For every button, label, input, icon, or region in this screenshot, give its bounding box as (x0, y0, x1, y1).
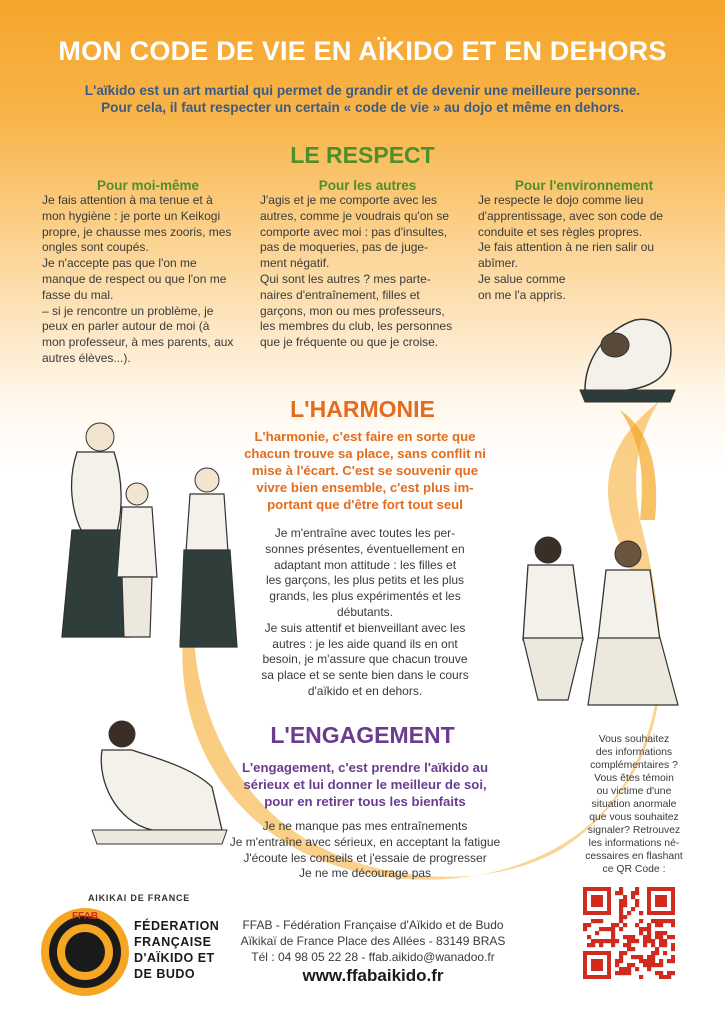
aikikai-label: AIKIKAI DE FRANCE (88, 893, 191, 903)
qr-module (659, 975, 663, 979)
qr-module (647, 939, 651, 943)
text-line: mon hygiène : je porte un Keikogi (42, 208, 221, 223)
column-body-others (260, 193, 475, 351)
qr-module (627, 971, 631, 975)
qr-module (619, 903, 623, 907)
qr-module (659, 931, 663, 935)
column-body-self (42, 193, 254, 367)
qr-module (619, 971, 623, 975)
logo-text: FFAB (71, 911, 99, 922)
qr-module (643, 935, 647, 939)
qr-module (623, 923, 627, 927)
qr-module (635, 903, 639, 907)
text-line: chacun trouve sa place, sans conflit ni (244, 446, 486, 461)
qr-module (623, 943, 627, 947)
qr-module (615, 939, 619, 943)
text-line: J'écoute les conseils et j'essaie de progresser (243, 850, 487, 865)
text-line: adaptant mon attitude : les filles et (273, 557, 457, 572)
text-line: J'agis et je me comporte avec les (260, 193, 438, 207)
page-title: MON CODE DE VIE EN AÏKIDO ET EN DEHORS (58, 36, 667, 66)
qr-module (587, 943, 591, 947)
qr-module (619, 899, 623, 903)
text-line: autres : je les aide quand ils en ont (272, 636, 458, 651)
respect-column-others (260, 178, 475, 351)
text-line: sonnes présentes, éventuellement en (265, 541, 465, 556)
qr-module (631, 955, 635, 959)
qr-module (619, 891, 623, 895)
qr-module (623, 895, 627, 899)
text-line: Je n'accepte pas que l'on me (42, 256, 197, 271)
qr-module (591, 959, 603, 971)
qr-module (647, 927, 651, 931)
qr-module (667, 971, 671, 975)
qr-module (591, 919, 595, 923)
qr-module (647, 955, 651, 959)
qr-module (635, 899, 639, 903)
qr-module (627, 947, 631, 951)
text-line: Je salue comme (478, 271, 566, 286)
text-line: complémentaires ? (590, 760, 678, 771)
qr-module (639, 975, 643, 979)
qr-module (663, 919, 667, 923)
address-line: Aïkikaï de France Place des Allées - 83149 BRAS (240, 934, 506, 948)
text-line: signaler? Retrouvez (587, 825, 681, 836)
qr-module (603, 927, 607, 931)
qr-module (635, 887, 639, 891)
text-line: – si je rencontre un problème, je (42, 303, 214, 318)
text-line: L'harmonie, c'est faire en sorte que (254, 429, 476, 444)
qr-module (639, 919, 643, 923)
qr-module (623, 951, 627, 955)
qr-module (619, 959, 623, 963)
harmonie-title: L'HARMONIE (290, 396, 435, 422)
qr-module (611, 927, 615, 931)
text-line: Vous souhaitez (598, 734, 670, 745)
respect-column-environment (478, 178, 690, 304)
qr-module (619, 951, 623, 955)
qr-module (659, 935, 663, 939)
qr-module (647, 931, 651, 935)
qr-code[interactable] (583, 887, 675, 979)
text-line: peux en parler autour de moi (à (42, 319, 210, 334)
qr-module (647, 967, 651, 971)
text-line: autres, comme je voudrais qu'on se (260, 208, 450, 223)
qr-module (655, 951, 659, 955)
qr-module (671, 935, 675, 939)
text-line: les garçons, les plus petits et les plus (265, 573, 465, 588)
qr-module (627, 963, 631, 967)
qr-module (659, 959, 663, 963)
qr-module (587, 923, 591, 927)
qr-module (631, 895, 635, 899)
qr-module (663, 931, 667, 935)
text-line: Je m'entraîne avec toutes les per- (274, 526, 456, 540)
website-link[interactable]: www.ffabaikido.fr (302, 966, 444, 985)
qr-module (659, 919, 663, 923)
contact-info (238, 917, 508, 965)
qr-module (647, 963, 651, 967)
qr-module (627, 943, 631, 947)
qr-module (663, 975, 667, 979)
text-line: manque de respect ou que l'on me (42, 271, 227, 286)
qr-module (619, 911, 623, 915)
qr-module (671, 919, 675, 923)
text-line: les informations né- (588, 838, 680, 849)
qr-module (631, 947, 635, 951)
qr-module (623, 971, 627, 975)
teacher-and-children-illustration (12, 412, 252, 662)
qr-module (619, 887, 623, 891)
qr-module (627, 967, 631, 971)
qr-module (619, 919, 623, 923)
text-line: grands, les plus expérimentés et les (269, 589, 461, 604)
qr-module (651, 919, 655, 923)
qr-module (623, 967, 627, 971)
qr-module (635, 939, 639, 943)
qr-module (671, 971, 675, 975)
qr-module (611, 935, 615, 939)
qr-module (591, 895, 603, 907)
text-line: besoin, je m'assure que chacun trouve (262, 652, 468, 667)
federation-line: DE BUDO (134, 967, 196, 981)
qr-module (595, 931, 599, 935)
qr-module (631, 939, 635, 943)
intro-line-2: Pour cela, il faut respecter un certain « code de vie » au dojo et même en dehors. (101, 100, 624, 115)
text-line: Vous êtes témoin (594, 773, 674, 784)
qr-module (623, 935, 627, 939)
engagement-body (200, 819, 530, 882)
engagement-title: L'ENGAGEMENT (270, 722, 455, 748)
text-line: Qui sont les autres ? mes parte- (260, 271, 431, 286)
qr-module (667, 975, 671, 979)
text-line: ou victime d'une (596, 786, 672, 797)
qr-module (651, 959, 655, 963)
qr-module (671, 923, 675, 927)
qr-module (655, 971, 659, 975)
federation-line: D'AÏKIDO ET (134, 951, 215, 965)
text-line: conduite et ses règles propres. (478, 224, 643, 239)
qr-module (623, 903, 627, 907)
qr-module (639, 959, 643, 963)
qr-module (647, 959, 651, 963)
text-line: fasse du mal. (42, 287, 114, 302)
qr-module (659, 971, 663, 975)
text-line: propre, je chausse mes zooris, mes (42, 224, 232, 239)
qr-module (615, 963, 619, 967)
qr-module (623, 899, 627, 903)
text-line: Je ne me décourage pas (298, 866, 432, 881)
text-line: sérieux et lui donner le meilleur de soi, (243, 777, 487, 792)
text-line: d'aïkido et en dehors. (307, 683, 423, 698)
qr-info-note (578, 733, 690, 876)
federation-line: FÉDERATION (134, 919, 220, 933)
text-line: ment négatif. (260, 256, 330, 271)
qr-module (611, 939, 615, 943)
qr-module (671, 959, 675, 963)
qr-module (599, 927, 603, 931)
text-line: abîmer. (478, 256, 519, 271)
qr-module (639, 911, 643, 915)
qr-module (659, 963, 663, 967)
qr-module (619, 927, 623, 931)
text-line: naires d'entraînement, filles et (260, 287, 420, 302)
text-line: Je m'entraîne avec sérieux, en acceptant la fatigue (229, 834, 501, 849)
qr-module (635, 923, 639, 927)
qr-module (615, 923, 619, 927)
qr-module (611, 931, 615, 935)
qr-module (655, 919, 659, 923)
text-line: on me l'a appris. (478, 287, 566, 302)
qr-module (595, 939, 599, 943)
qr-module (587, 935, 591, 939)
qr-module (631, 935, 635, 939)
qr-module (615, 891, 619, 895)
federation-line: FRANÇAISE (134, 935, 212, 949)
engagement-lead (215, 759, 515, 810)
text-line: que je fréquente ou que je croise. (260, 335, 439, 350)
qr-module (651, 955, 655, 959)
qr-module (611, 923, 615, 927)
qr-module (627, 939, 631, 943)
qr-module (627, 911, 631, 915)
text-line: comporte avec moi : pas d'insultes, (260, 224, 448, 239)
text-line: pas de moqueries, pas de juge- (260, 240, 429, 255)
qr-module (643, 959, 647, 963)
intro-line-1: L'aïkido est un art martial qui permet de grandir et de devenir une meilleure personne. (84, 83, 641, 98)
federation-name (134, 918, 219, 982)
qr-module (643, 943, 647, 947)
qr-module (607, 927, 611, 931)
qr-module (647, 935, 651, 939)
qr-module (651, 963, 655, 967)
text-line: FFAB - Fédération Française d'Aïkido et de Budo (242, 918, 504, 932)
qr-module (639, 927, 643, 931)
qr-module (619, 907, 623, 911)
qr-module (635, 891, 639, 895)
qr-module (619, 967, 623, 971)
qr-module (659, 939, 663, 943)
qr-module (663, 943, 667, 947)
qr-module (651, 939, 655, 943)
qr-module (599, 919, 603, 923)
column-heading-others: Pour les autres (318, 178, 417, 193)
qr-module (611, 943, 615, 947)
qr-module (671, 943, 675, 947)
qr-module (631, 963, 635, 967)
ffab-logo (38, 905, 132, 999)
text-line: Je suis attentif et bienveillant avec les (264, 620, 466, 635)
qr-module (663, 951, 667, 955)
qr-module (643, 963, 647, 967)
text-line: ce QR Code : (602, 864, 666, 875)
text-line: mon professeur, à mes parents, aux (42, 335, 234, 350)
qr-module (607, 939, 611, 943)
text-line: autres élèves...). (42, 350, 131, 365)
respect-column-self (42, 178, 254, 367)
bowing-figure-illustration (565, 290, 685, 410)
text-line: L'engagement, c'est prendre l'aïkido au (241, 760, 489, 775)
text-line: les membres du club, les personnes (260, 319, 453, 334)
qr-module (631, 907, 635, 911)
qr-module (655, 931, 659, 935)
qr-module (651, 943, 655, 947)
text-line: d'apprentissage, avec son code de (478, 208, 664, 223)
qr-module (603, 939, 607, 943)
qr-module (643, 927, 647, 931)
text-line: Je ne manque pas mes entraînements (262, 819, 468, 833)
practice-pair-illustration (478, 530, 688, 715)
text-line: garçons, mon ou mes professeurs, (260, 303, 445, 318)
intro-text (40, 82, 685, 116)
qr-module (655, 947, 659, 951)
qr-module (663, 939, 667, 943)
qr-module (667, 919, 671, 923)
qr-module (619, 955, 623, 959)
text-line: Je fais attention à ne rien salir ou (478, 240, 655, 255)
qr-module (631, 891, 635, 895)
text-line: vivre bien ensemble, c'est plus im- (256, 480, 474, 495)
qr-module (655, 935, 659, 939)
qr-module (627, 935, 631, 939)
text-line: des informations (595, 747, 673, 758)
text-line: portant que d'être fort tout seul (267, 497, 463, 512)
qr-module (615, 971, 619, 975)
text-line: pour en retirer tous les bienfaits (264, 794, 466, 809)
text-line: situation anormale (591, 799, 677, 810)
qr-module (667, 935, 671, 939)
respect-title: LE RESPECT (290, 142, 435, 168)
qr-module (659, 943, 663, 947)
text-line: Je fais attention à ma tenue et à (42, 193, 213, 207)
text-line: cessaires en flashant (585, 851, 683, 862)
qr-module (671, 955, 675, 959)
text-line: Je respecte le dojo comme lieu (478, 193, 644, 207)
text-line: ongles sont coupés. (42, 240, 149, 255)
qr-module (671, 947, 675, 951)
column-body-environment (478, 193, 690, 304)
text-line: mise à l'écart. C'est se souvenir que (251, 463, 479, 478)
text-line: débutants. (336, 604, 394, 619)
qr-module (595, 919, 599, 923)
text-line: sa place et se sente bien dans le cours (261, 668, 469, 683)
qr-module (655, 963, 659, 967)
qr-module (635, 955, 639, 959)
qr-module (655, 895, 667, 907)
qr-module (619, 915, 623, 919)
qr-module (623, 915, 627, 919)
qr-module (583, 927, 587, 931)
text-line: que vous souhaitez (589, 812, 679, 823)
qr-module (647, 923, 651, 927)
qr-module (639, 955, 643, 959)
phone-email-line[interactable]: Tél : 04 98 05 22 28 - ffab.aikido@wanadoo.fr (251, 950, 495, 964)
qr-module (667, 959, 671, 963)
qr-module (659, 923, 663, 927)
qr-module (651, 951, 655, 955)
column-heading-self: Pour moi-même (96, 178, 200, 193)
harmonie-body (240, 526, 490, 700)
qr-module (599, 939, 603, 943)
qr-module (635, 967, 639, 971)
qr-module (639, 931, 643, 935)
qr-module (583, 923, 587, 927)
qr-module (615, 959, 619, 963)
qr-module (643, 939, 647, 943)
qr-module (591, 939, 595, 943)
harmonie-lead (225, 428, 505, 513)
qr-module (655, 923, 659, 927)
qr-module (591, 943, 595, 947)
column-heading-environment: Pour l'environnement (514, 178, 654, 193)
qr-module (599, 943, 603, 947)
